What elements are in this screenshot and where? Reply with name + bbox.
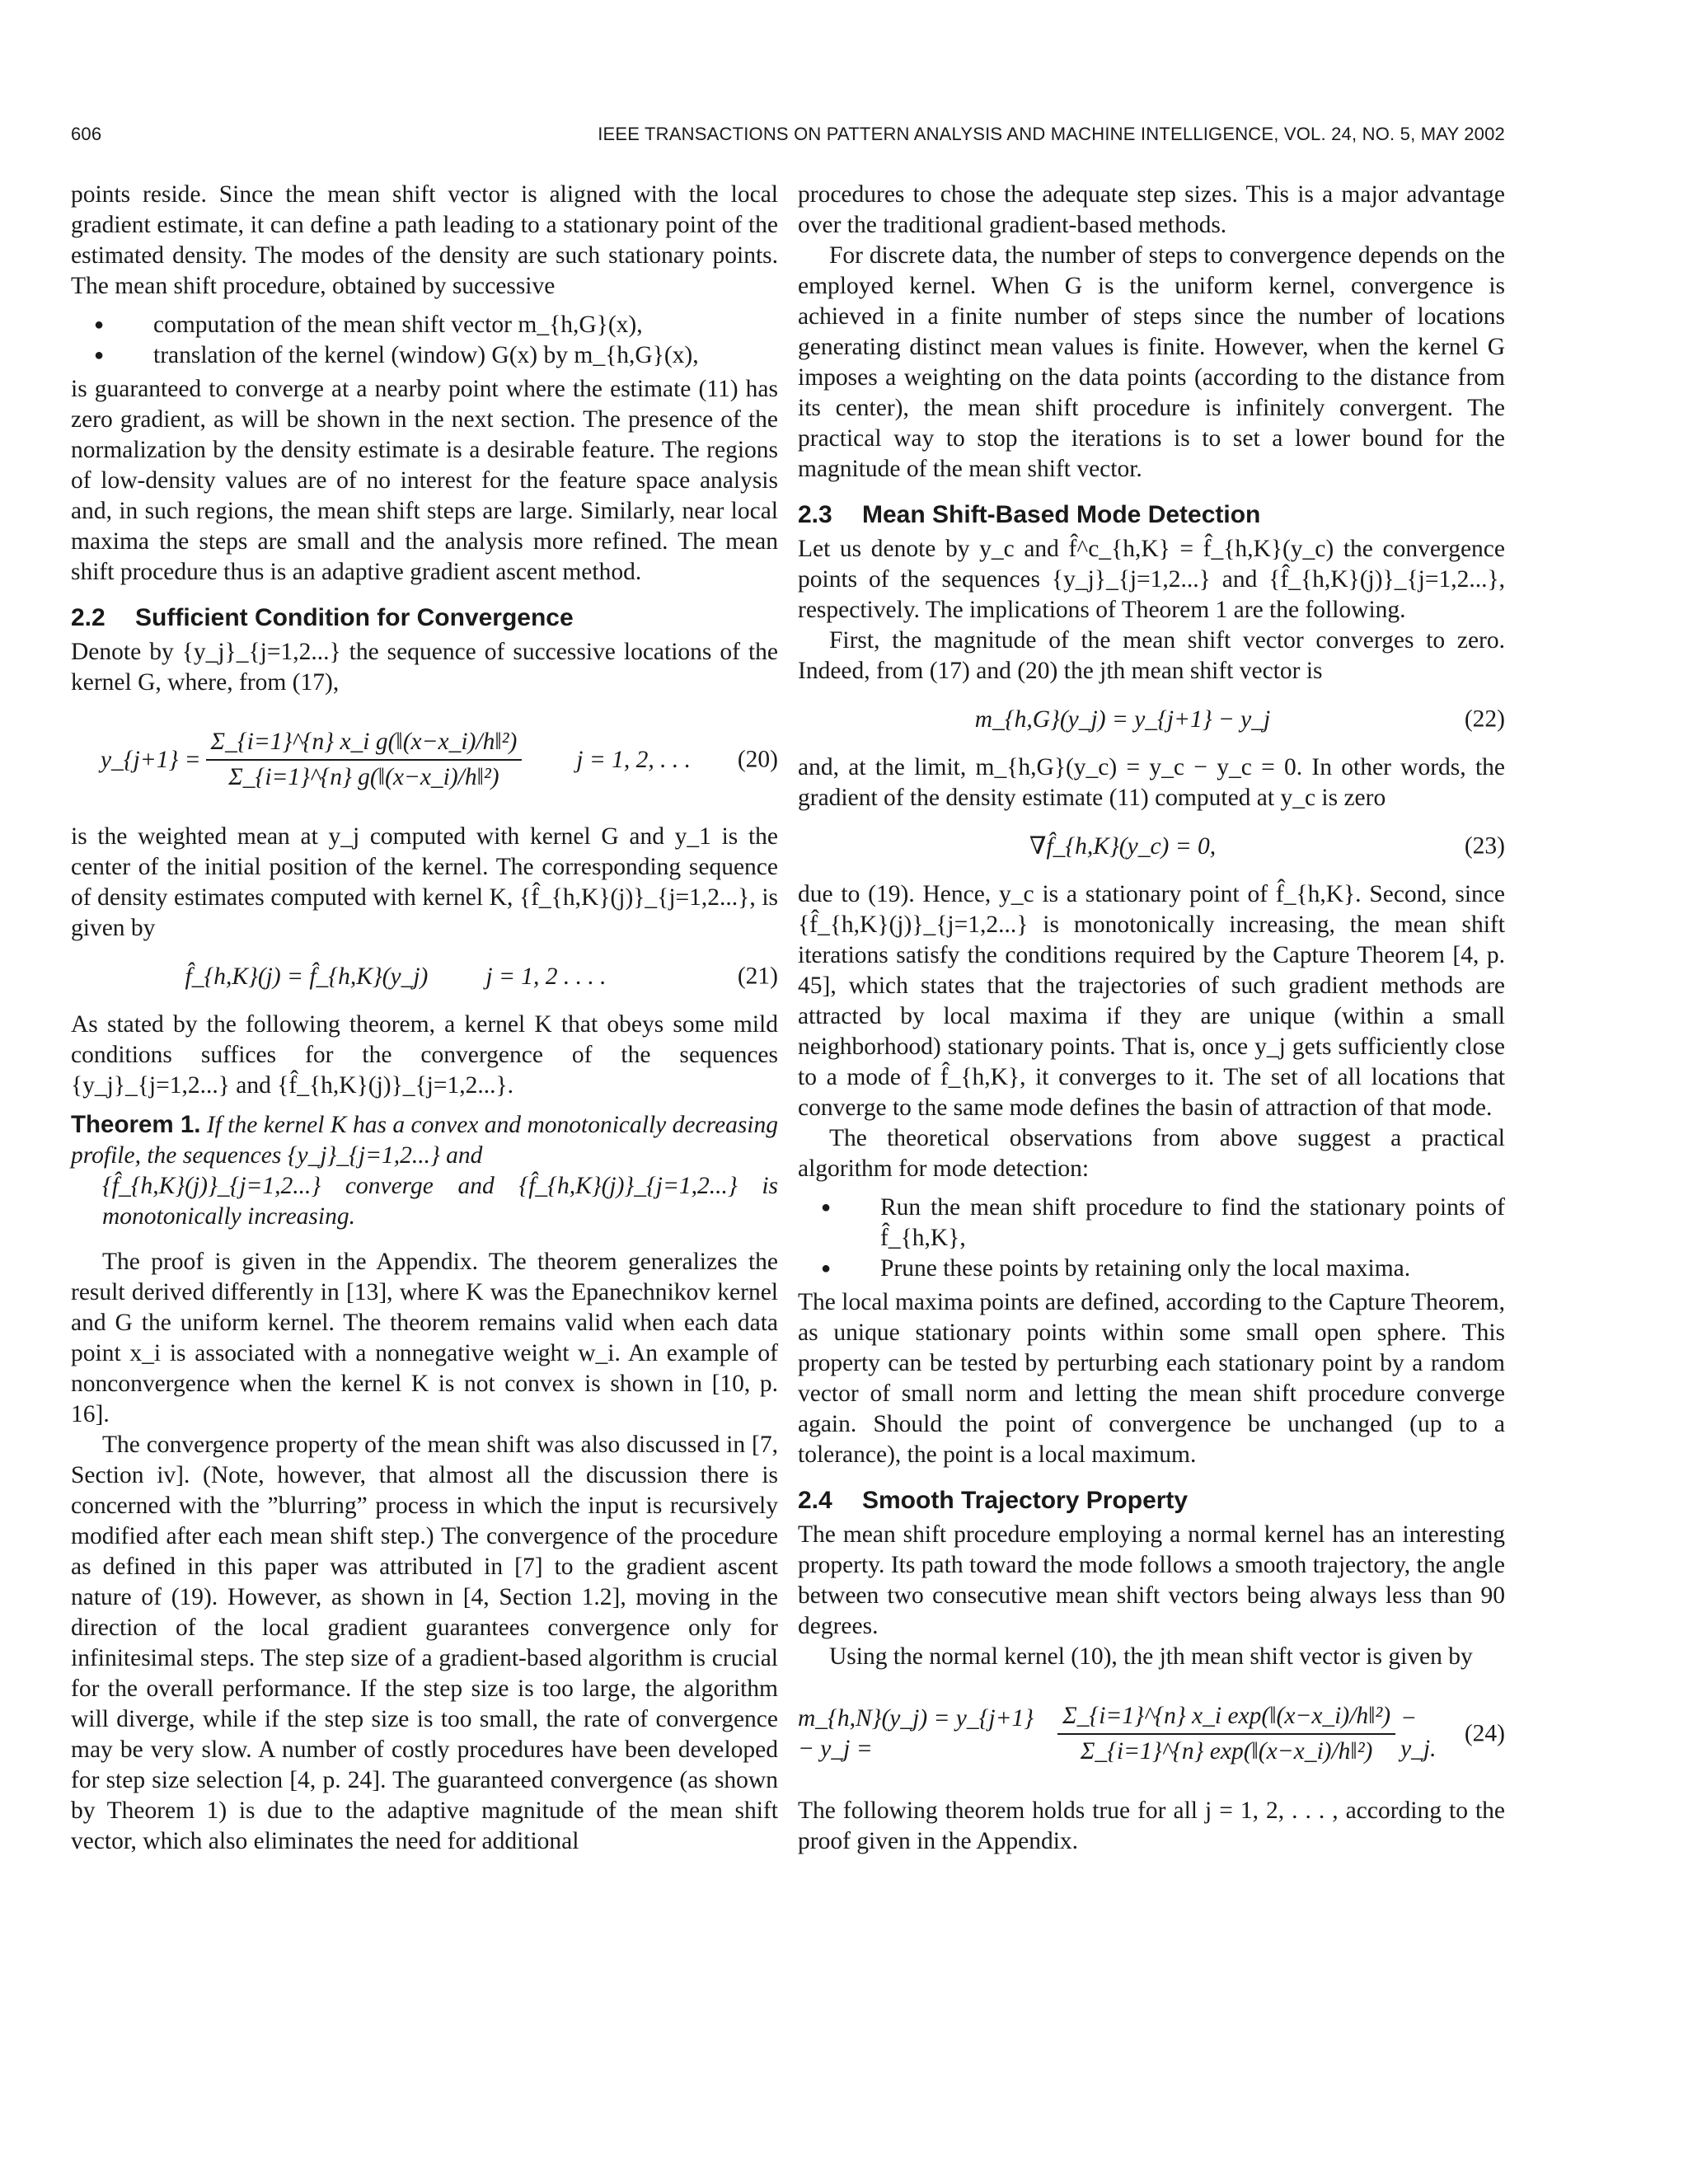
paragraph: is the weighted mean at y_j computed with kernel G and y_1 is the center of the initial position of the kernel. The corresponding sequence of density estimates computed with kernel K, {f̂_{h,K}(j)}_{j=1,2...}, is given by [71, 823, 778, 941]
section-title: Sufficient Condition for Convergence [135, 604, 574, 631]
paragraph: The following theorem holds true for all j = 1, 2, . . . , according to the proof given in the Appendix. [798, 1797, 1505, 1854]
equation-lhs: m_{h,N}(y_j) = y_{j+1} − y_j = [798, 1705, 1034, 1762]
equation-body [71, 952, 720, 1001]
bullet-list [71, 310, 778, 371]
equation-expression: f̂_{h,K}(j) = f̂_{h,K}(y_j) [185, 963, 429, 990]
section-heading-2-2 [71, 602, 778, 634]
equation-condition: j = 1, 2 . . . . [485, 963, 607, 990]
bullet-item: ● computation of the mean shift vector m_{h,G}(x), [71, 310, 778, 340]
paragraph: Denote by {y_j}_{j=1,2...} the sequence of successive locations of the kernel G, where, from (17), [71, 639, 778, 696]
section-heading-2-3 [798, 499, 1505, 531]
bullet-item: ● translation of the kernel (window) G(x) by m_{h,G}(x), [71, 340, 778, 371]
equation-expression: ∇f̂_{h,K}(y_c) = 0, [1029, 832, 1217, 860]
bullet-item: ● Run the mean shift procedure to find the stationary points of f̂_{h,K}, [798, 1193, 1505, 1254]
equation-rhs: − y_j. [1400, 1705, 1437, 1762]
paragraph: Let us denote by y_c and f̂^c_{h,K} = f̂_{h,K}(y_c) the convergence points of the sequences {y_j}_{j=1,2...} and {f̂_{h,K}(j)}_{j=1,2...}, respectively. The implications of Theorem 1 are the following. [798, 536, 1505, 623]
equation-expression: m_{h,G}(y_j) = y_{j+1} − y_j [974, 705, 1271, 733]
fraction-denominator: Σ_{i=1}^{n} g(‖(x−x_i)/h‖²) [228, 764, 499, 790]
paragraph: First, the magnitude of the mean shift vector converges to zero. Indeed, from (17) and (20) the jth mean shift vector is [798, 627, 1505, 684]
fraction-denominator: Σ_{i=1}^{n} exp(‖(x−x_i)/h‖²) [1080, 1738, 1373, 1765]
right-column [798, 180, 1505, 1857]
equation-number: (22) [1464, 705, 1505, 733]
paragraph: As stated by the following theorem, a kernel K that obeys some mild conditions suffices for the convergence of the sequences {y_j}_{j=1,2...} and {f̂_{h,K}(j)}_{j=1,2...}. [71, 1011, 778, 1099]
section-heading-2-4 [798, 1485, 1505, 1516]
bullet-list [798, 1193, 1505, 1284]
equation-20 [71, 706, 778, 813]
equation-body [798, 1680, 1447, 1788]
paragraph: points reside. Since the mean shift vector is aligned with the local gradient estimate, it can define a path leading to a stationary point of the estimated density. The modes of the density are such stationary points. The mean shift procedure, obtained by successive [71, 181, 778, 299]
theorem-1 [71, 1109, 778, 1232]
equation-body [798, 822, 1447, 871]
fraction-numerator: Σ_{i=1}^{n} x_i g(‖(x−x_i)/h‖²) [206, 725, 523, 761]
paragraph: Using the normal kernel (10), the jth mean shift vector is given by [829, 1643, 1473, 1670]
paragraph: and, at the limit, m_{h,G}(y_c) = y_c − y_c = 0. In other words, the gradient of the density estimate (11) computed at y_c is zero [798, 754, 1505, 811]
paragraph: For discrete data, the number of steps to convergence depends on the employed kernel. When G is the uniform kernel, convergence is achieved in a finite number of steps since the number of locations generating distinct mean values is finite. However, when the kernel G imposes a weighting on the data points (according to the distance from its center), the mean shift procedure is infinitely convergent. The practical way to stop the iterations is to set a lower bound for the magnitude of the mean shift vector. [798, 242, 1505, 482]
paragraph: The mean shift procedure employing a normal kernel has an interesting property. Its path toward the mode follows a smooth trajectory, the angle between two consecutive mean shift vectors being always less than 90 degrees. [798, 1521, 1505, 1639]
theorem-label: Theorem 1. [71, 1111, 201, 1138]
theorem-text: If the kernel K has a convex and monotonically decreasing profile, the sequences {y_j}_{j=1,2...} and [71, 1112, 778, 1169]
bullet-item: ● Prune these points by retaining only the local maxima. [798, 1254, 1505, 1284]
paragraph: due to (19). Hence, y_c is a stationary point of f̂_{h,K}. Second, since {f̂_{h,K}(j)}_{j=1,2...} is monotonically increasing, the mean shift iterations satisfy the conditions required by the Capture Theorem [4, p. 45], which states that the trajectories of such gradient methods are attracted by local maxima if they are unique (within a small neighborhood) stationary points. That is, once y_j gets sufficiently close to a mode of f̂_{h,K}, it converges to it. The set of all locations that converge to the same mode defines the basin of attraction of that mode. [798, 881, 1505, 1121]
page-number: 606 [71, 124, 102, 144]
section-number: 2.2 [71, 604, 106, 631]
equation-number: (24) [1464, 1720, 1505, 1747]
section-title: Smooth Trajectory Property [862, 1487, 1189, 1514]
paragraph: The local maxima points are defined, according to the Capture Theorem, as unique stationary points within some small open sphere. This property can be tested by perturbing each stationary point by a random vector of small norm and letting the mean shift procedure converge again. Should the point of convergence be unchanged (up to a tolerance), the point is a local maximum. [798, 1289, 1505, 1468]
equation-22 [798, 695, 1505, 744]
section-number: 2.4 [798, 1487, 832, 1514]
paragraph: procedures to chose the adequate step sizes. This is a major advantage over the traditional gradient-based methods. [798, 181, 1505, 238]
equation-number: (21) [737, 963, 778, 990]
equation-body [798, 695, 1447, 744]
section-title: Mean Shift-Based Mode Detection [862, 501, 1261, 528]
fraction-numerator: Σ_{i=1}^{n} x_i exp(‖(x−x_i)/h‖²) [1057, 1699, 1395, 1735]
theorem-text-continued: {f̂_{h,K}(j)}_{j=1,2...} converge and {f̂_{h,K}(j)}_{j=1,2...} is monotonically increasing. [102, 1173, 778, 1230]
section-number: 2.3 [798, 501, 832, 528]
equation-24 [798, 1680, 1505, 1788]
equation-fraction [1057, 1699, 1395, 1769]
equation-fraction [206, 725, 523, 794]
journal-info: IEEE TRANSACTIONS ON PATTERN ANALYSIS AND MACHINE INTELLIGENCE, VOL. 24, NO. 5, MAY 2002 [598, 124, 1505, 144]
paragraph: The theoretical observations from above suggest a practical algorithm for mode detection: [798, 1125, 1505, 1182]
running-header [71, 124, 1505, 153]
equation-23 [798, 822, 1505, 871]
equation-lhs: y_{j+1} = [100, 746, 201, 773]
equation-condition: j = 1, 2, . . . [576, 746, 692, 773]
paragraph: The convergence property of the mean shift was also discussed in [7, Section iv]. (Note, however, that almost all the discussion there is concerned with the ”blurring” process in which the input is recursively modified after each mean shift step.) The convergence of the procedure as defined in this paper was attributed in [7] to the gradient ascent nature of (19). However, as shown in [4, Section 1.2], moving in the direction of the local gradient guarantees convergence only for infinitesimal steps. The step size of a gradient-based algorithm is crucial for the overall performance. If the step size is too large, the algorithm will diverge, while if the step size is too small, the rate of convergence may be very slow. A number of costly procedures have been developed for step size selection [4, p. 24]. The guaranteed convergence (as shown by Theorem 1) is due to the adaptive magnitude of the mean shift vector, which also eliminates the need for additional [71, 1432, 778, 1854]
equation-body [71, 706, 720, 813]
paragraph: is guaranteed to converge at a nearby point where the estimate (11) has zero gradient, as will be shown in the next section. The presence of the normalization by the density estimate is a desirable feature. The regions of low-density values are of no interest for the feature space analysis and, in such regions, the mean shift steps are large. Similarly, near local maxima the steps are small and the analysis more refined. The mean shift procedure thus is an adaptive gradient ascent method. [71, 376, 778, 585]
equation-21 [71, 952, 778, 1001]
paragraph: The proof is given in the Appendix. The theorem generalizes the result derived differently in [13], where K was the Epanechnikov kernel and G the uniform kernel. The theorem remains valid when each data point x_i is associated with a nonnegative weight w_i. An example of nonconvergence when the kernel K is not convex is shown in [10, p. 16]. [71, 1249, 778, 1427]
equation-number: (23) [1464, 832, 1505, 860]
left-column [71, 180, 778, 1857]
equation-number: (20) [737, 746, 778, 773]
